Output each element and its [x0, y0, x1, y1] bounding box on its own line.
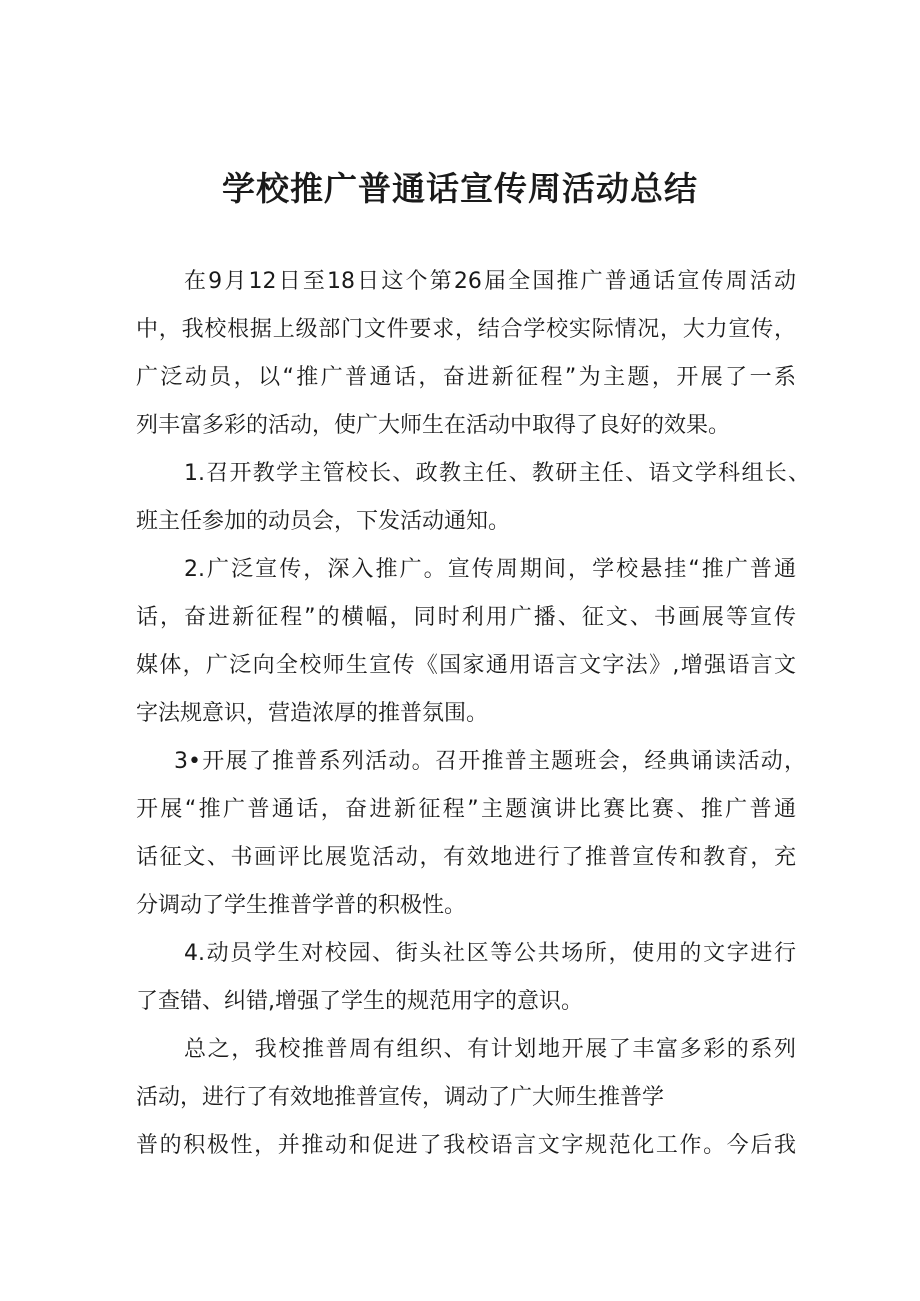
paragraph-line: 班主任参加的动员会，下发活动通知。 — [136, 509, 511, 534]
paragraph-line: 媒体，广泛向全校师生宣传《国家通用语言文字法》,增强语言文 — [136, 653, 796, 678]
paragraph-line: 了查错、纠错,增强了学生的规范用字的意识。 — [136, 989, 583, 1014]
paragraph-line: 广泛动员，以“推广普通话，奋进新征程”为主题，开展了一系 — [136, 365, 797, 390]
paragraph-line: 1.召开教学主管校长、政教主任、教研主任、语文学科组长、 — [184, 461, 810, 486]
paragraph-line: 话征文、书画评比展览活动，有效地进行了推普宣传和教育，充 — [136, 845, 796, 870]
document-title: 学校推广普通话宣传周活动总结 — [222, 169, 698, 208]
paragraph-line: 在9月12日至18日这个第26届全国推广普通话宣传周活动 — [184, 269, 796, 294]
paragraph-line: 列丰富多彩的活动，使广大师生在活动中取得了良好的效果。 — [136, 413, 731, 438]
paragraph-line: 3•开展了推普系列活动。召开推普主题班会，经典诵读活动， — [174, 749, 806, 774]
paragraph-line: 开展“推广普通话，奋进新征程”主题演讲比赛比赛、推广普通 — [136, 797, 796, 822]
paragraph-line: 分调动了学生推普学普的积极性。 — [136, 893, 467, 918]
paragraph-line: 字法规意识，营造浓厚的推普氛围。 — [136, 701, 489, 726]
paragraph-line: 4.动员学生对校园、街头社区等公共场所，使用的文字进行 — [184, 941, 796, 966]
paragraph-line: 话，奋进新征程”的横幅，同时利用广播、征文、书画展等宣传 — [136, 605, 796, 630]
paragraph-line: 中，我校根据上级部门文件要求，结合学校实际情况，大力宣传， — [136, 317, 796, 342]
paragraph-line: 总之，我校推普周有组织、有计划地开展了丰富多彩的系列 — [184, 1037, 796, 1062]
paragraph-line: 活动，进行了有效地推普宣传，调动了广大师生推普学 — [136, 1085, 665, 1110]
paragraph-line: 普的积极性，并推动和促进了我校语言文字规范化工作。今后我 — [136, 1133, 796, 1158]
paragraph-line: 2.广泛宣传，深入推广。宣传周期间，学校悬挂“推广普通 — [184, 557, 796, 582]
